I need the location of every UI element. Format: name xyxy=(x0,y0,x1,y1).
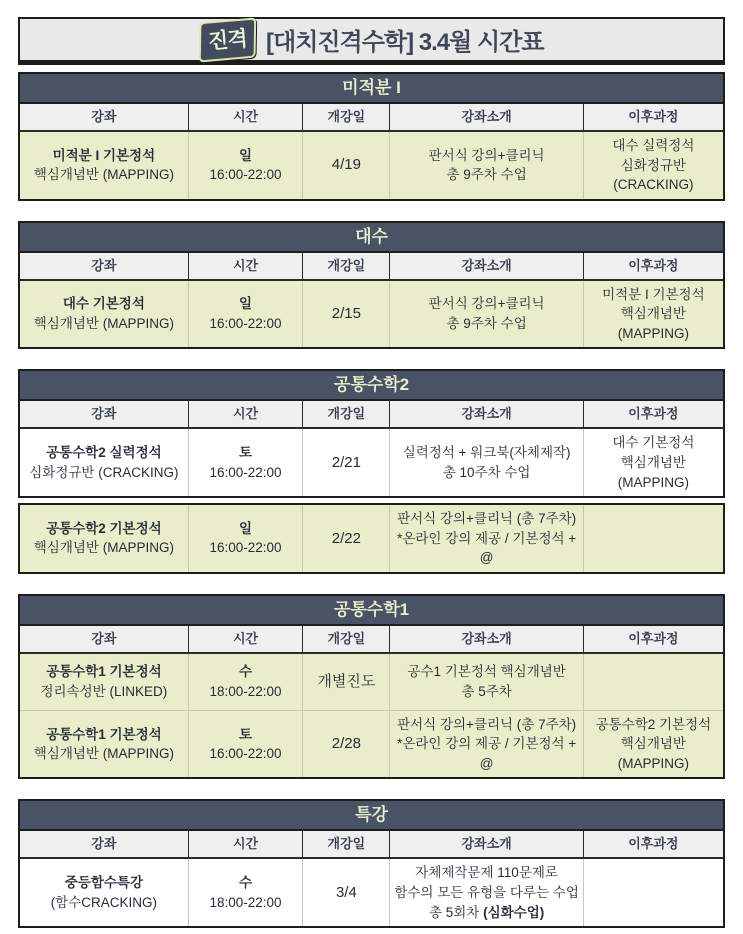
logo-text: 진격 xyxy=(207,26,249,54)
col-header-next: 이후과정 xyxy=(584,253,723,281)
intro-cell: 판서식 강의+클리닉 총 9주차 수업 xyxy=(390,132,583,199)
course-row xyxy=(20,132,723,199)
col-header-intro: 강좌소개 xyxy=(390,253,583,281)
section-title: 대수 xyxy=(18,221,725,253)
col-header-time: 시간 xyxy=(189,104,304,132)
course-cell: 대수 기본정석 핵심개념반 (MAPPING) xyxy=(20,281,189,348)
col-header-start: 개강일 xyxy=(303,626,390,654)
start-date-cell: 2/15 xyxy=(303,281,390,348)
col-header-intro: 강좌소개 xyxy=(390,104,583,132)
column-header-row xyxy=(20,831,723,859)
col-header-time: 시간 xyxy=(189,401,304,429)
col-header-intro: 강좌소개 xyxy=(390,401,583,429)
col-header-course: 강좌 xyxy=(20,401,189,429)
time-cell: 토 16:00-22:00 xyxy=(189,710,304,778)
course-cell: 미적분 I 기본정석 핵심개념반 (MAPPING) xyxy=(20,132,189,199)
course-cell: 공통수학1 기본정석 핵심개념반 (MAPPING) xyxy=(20,710,189,778)
section-title: 공통수학2 xyxy=(18,369,725,401)
col-header-start: 개강일 xyxy=(303,401,390,429)
next-course-cell xyxy=(584,505,723,572)
start-date-cell: 4/19 xyxy=(303,132,390,199)
course-cell: 공통수학2 실력정석 심화정규반 (CRACKING) xyxy=(20,429,189,496)
col-header-next: 이후과정 xyxy=(584,831,723,859)
col-header-time: 시간 xyxy=(189,626,304,654)
course-row xyxy=(20,505,723,572)
col-header-course: 강좌 xyxy=(20,104,189,132)
col-header-next: 이후과정 xyxy=(584,401,723,429)
col-header-time: 시간 xyxy=(189,831,304,859)
table-common-math1 xyxy=(18,594,725,780)
col-header-intro: 강좌소개 xyxy=(390,831,583,859)
intro-cell: 자체제작문제 110문제로 함수의 모든 유형을 다루는 수업 총 5회차 (심화수업) xyxy=(390,859,583,926)
next-course-cell: 대수 실력정석 심화정규반 (CRACKING) xyxy=(584,132,723,199)
table-body-extra xyxy=(18,503,725,574)
course-cell: 공통수학1 기본정석 정리속성반 (LINKED) xyxy=(20,654,189,710)
start-date-cell: 2/21 xyxy=(303,429,390,496)
course-row xyxy=(20,859,723,926)
col-header-next: 이후과정 xyxy=(584,626,723,654)
col-header-intro: 강좌소개 xyxy=(390,626,583,654)
course-row xyxy=(20,281,723,348)
title-bar xyxy=(18,17,725,65)
course-row xyxy=(20,429,723,496)
jingyeok-logo-badge xyxy=(199,17,256,62)
column-header-row xyxy=(20,253,723,281)
table-body xyxy=(18,253,725,350)
page-title: [대치진격수학] 3.4월 시간표 xyxy=(266,29,544,56)
column-header-row xyxy=(20,104,723,132)
section-title: 미적분 I xyxy=(18,72,725,104)
intro-cell: 실력정석 + 워크북(자체제작) 총 10주차 수업 xyxy=(390,429,583,496)
col-header-next: 이후과정 xyxy=(584,104,723,132)
col-header-course: 강좌 xyxy=(20,626,189,654)
section-title: 특강 xyxy=(18,799,725,831)
table-body xyxy=(18,401,725,498)
time-cell: 일 16:00-22:00 xyxy=(189,505,304,572)
col-header-course: 강좌 xyxy=(20,831,189,859)
col-header-start: 개강일 xyxy=(303,104,390,132)
table-body xyxy=(18,831,725,928)
course-cell: 공통수학2 기본정석 핵심개념반 (MAPPING) xyxy=(20,505,189,572)
next-course-cell xyxy=(584,654,723,710)
table-body xyxy=(18,104,725,201)
start-date-cell: 개별진도 xyxy=(303,654,390,710)
section-title: 공통수학1 xyxy=(18,594,725,626)
start-date-cell: 2/28 xyxy=(303,710,390,778)
next-course-cell: 대수 기본정석 핵심개념반 (MAPPING) xyxy=(584,429,723,496)
table-common-math2 xyxy=(18,369,725,573)
intro-cell: 판서식 강의+클리닉 (총 7주차) *온라인 강의 제공 / 기본정석 + @ xyxy=(390,505,583,572)
time-cell: 수 18:00-22:00 xyxy=(189,654,304,710)
time-cell: 수 18:00-22:00 xyxy=(189,859,304,926)
intro-line3: 총 5회차 (심화수업) xyxy=(428,904,545,920)
time-cell: 일 16:00-22:00 xyxy=(189,132,304,199)
column-header-row xyxy=(20,626,723,654)
intro-cell: 판서식 강의+클리닉 (총 7주차) *온라인 강의 제공 / 기본정석 + @ xyxy=(390,710,583,778)
next-course-cell: 미적분 I 기본정석 핵심개념반 (MAPPING) xyxy=(584,281,723,348)
next-course-cell: 공통수학2 기본정석 핵심개념반 (MAPPING) xyxy=(584,710,723,778)
col-header-course: 강좌 xyxy=(20,253,189,281)
time-cell: 토 16:00-22:00 xyxy=(189,429,304,496)
table-calculus1 xyxy=(18,72,725,201)
col-header-time: 시간 xyxy=(189,253,304,281)
course-row xyxy=(20,710,723,778)
start-date-cell: 2/22 xyxy=(303,505,390,572)
table-body xyxy=(18,626,725,780)
course-row xyxy=(20,654,723,710)
start-date-cell: 3/4 xyxy=(303,859,390,926)
col-header-start: 개강일 xyxy=(303,253,390,281)
time-cell: 일 16:00-22:00 xyxy=(189,281,304,348)
column-header-row xyxy=(20,401,723,429)
table-special-lecture xyxy=(18,799,725,928)
course-cell: 중등함수특강 (함수CRACKING) xyxy=(20,859,189,926)
table-algebra xyxy=(18,221,725,350)
next-course-cell xyxy=(584,859,723,926)
intro-cell: 판서식 강의+클리닉 총 9주차 수업 xyxy=(390,281,583,348)
intro-cell: 공수1 기본정석 핵심개념반 총 5주차 xyxy=(390,654,583,710)
col-header-start: 개강일 xyxy=(303,831,390,859)
